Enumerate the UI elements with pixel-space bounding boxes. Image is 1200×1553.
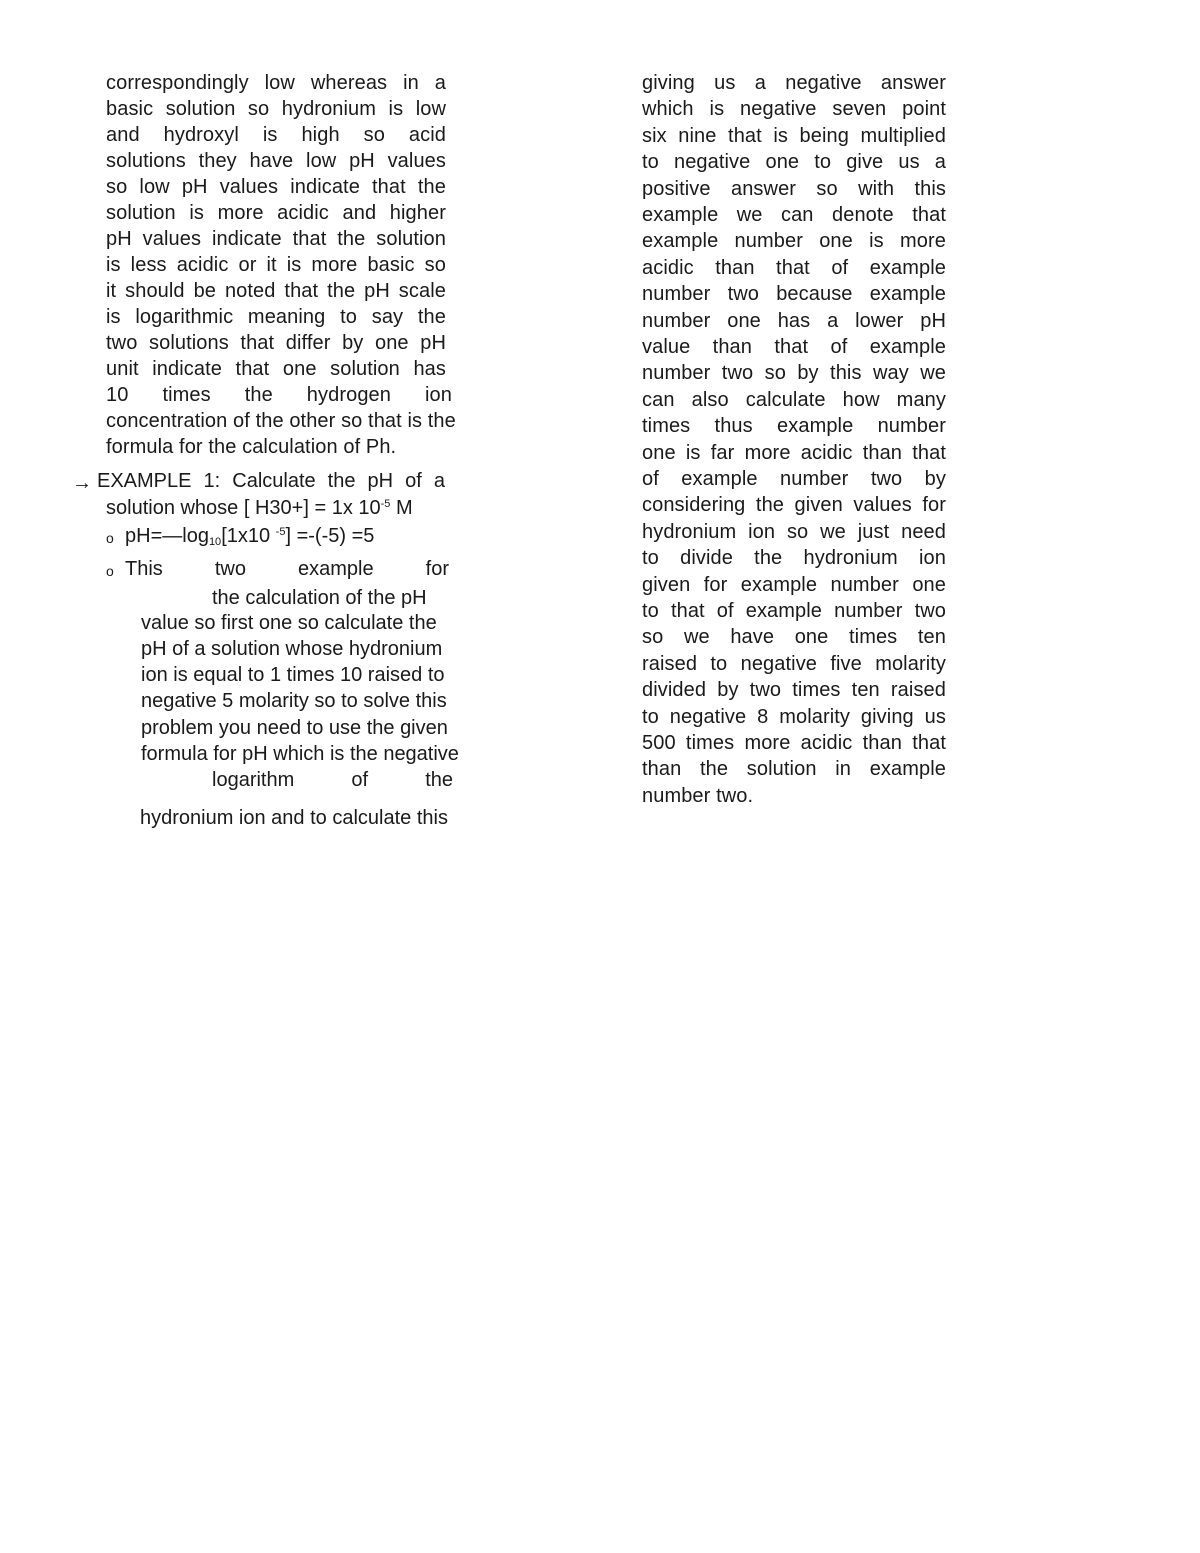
text-line: so low pH values indicate that the [106, 176, 446, 198]
explanation-line: problem you need to use the given [141, 717, 448, 739]
text-line: solutions they have low pH values [106, 150, 446, 172]
text-line: of example number two by [642, 468, 946, 490]
text-line: acidic than that of example [642, 256, 946, 279]
text-line: giving us a negative answer [642, 72, 946, 94]
explanation-line: the calculation of the pH [212, 587, 427, 609]
log-base: 10 [208, 536, 222, 548]
text-line: times thus example number [642, 415, 946, 438]
text-line: number two so by this way we [642, 362, 946, 385]
text-line: number two because example [642, 283, 946, 306]
text-line: formula for the calculation of Ph. [106, 436, 397, 458]
text-line: to divide the hydronium ion [642, 547, 946, 570]
text-line: given for example number one [642, 573, 946, 596]
text-line: concentration of the other so that is the [106, 410, 456, 432]
unit-text: M [390, 497, 413, 519]
text-line: is logarithmic meaning to say the [106, 306, 446, 328]
example-heading: EXAMPLE 1: Calculate the pH of a [97, 470, 445, 492]
example-question [106, 495, 413, 521]
explanation-line: This two example for [125, 558, 449, 580]
text-line: one is far more acidic than that [642, 441, 946, 464]
text-line: 10 times the hydrogen ion [106, 384, 452, 406]
explanation-line: value so first one so calculate the [141, 612, 437, 634]
explanation-line: formula for pH which is the negative [141, 743, 459, 765]
text-line: which is negative seven point [642, 98, 946, 121]
text-line: six nine that is being multiplied [642, 124, 946, 147]
explanation-line: hydronium ion and to calculate this [140, 807, 448, 829]
explanation-line: negative 5 molarity so to solve this [141, 690, 447, 712]
circle-bullet-icon: o [106, 530, 114, 546]
exponent: -5 [275, 526, 286, 538]
text-line: 500 times more acidic than that [642, 732, 946, 754]
circle-bullet-icon: o [106, 563, 114, 579]
text-line: positive answer so with this [642, 177, 946, 200]
explanation-line: logarithm of the [212, 769, 453, 791]
text-line: solution is more acidic and higher [106, 202, 446, 224]
text-line: example number one is more [642, 230, 946, 253]
text-line: considering the given values for [642, 494, 946, 517]
text-line: raised to negative five molarity [642, 652, 946, 675]
exponent: -5 [380, 498, 391, 510]
text-line: is less acidic or it is more basic so [106, 254, 446, 276]
formula-result: ] =-(-5) =5 [285, 525, 375, 547]
example-question-text: solution whose [ H30+] = 1x 10 [106, 497, 381, 519]
text-line: number two. [642, 784, 754, 807]
text-line: can also calculate how many [642, 388, 946, 411]
text-line: and hydroxyl is high so acid [106, 124, 446, 146]
text-line: hydronium ion so we just need [642, 520, 946, 543]
text-line: so we have one times ten [642, 626, 946, 649]
text-line: divided by two times ten raised [642, 679, 946, 702]
ph-formula [125, 523, 374, 549]
text-line: than the solution in example [642, 758, 946, 781]
text-line: unit indicate that one solution has [106, 358, 446, 380]
text-line: to negative one to give us a [642, 151, 946, 174]
text-line: it should be noted that the pH scale [106, 280, 446, 302]
text-line: basic solution so hydronium is low [106, 98, 446, 120]
explanation-line: pH of a solution whose hydronium [141, 638, 443, 660]
text-line: two solutions that differ by one pH [106, 332, 446, 354]
text-line: value than that of example [642, 336, 946, 358]
text-line: correspondingly low whereas in a [106, 72, 446, 94]
text-line: to that of example number two [642, 600, 946, 622]
text-line: pH values indicate that the solution [106, 228, 446, 250]
formula-text: [1x10 [221, 525, 276, 547]
explanation-line: ion is equal to 1 times 10 raised to [141, 664, 445, 686]
text-line: to negative 8 molarity giving us [642, 705, 946, 728]
text-line: example we can denote that [642, 204, 946, 226]
arrow-bullet-icon: → [72, 472, 92, 494]
formula-text: pH=—log [125, 525, 209, 547]
text-line: number one has a lower pH [642, 309, 946, 332]
